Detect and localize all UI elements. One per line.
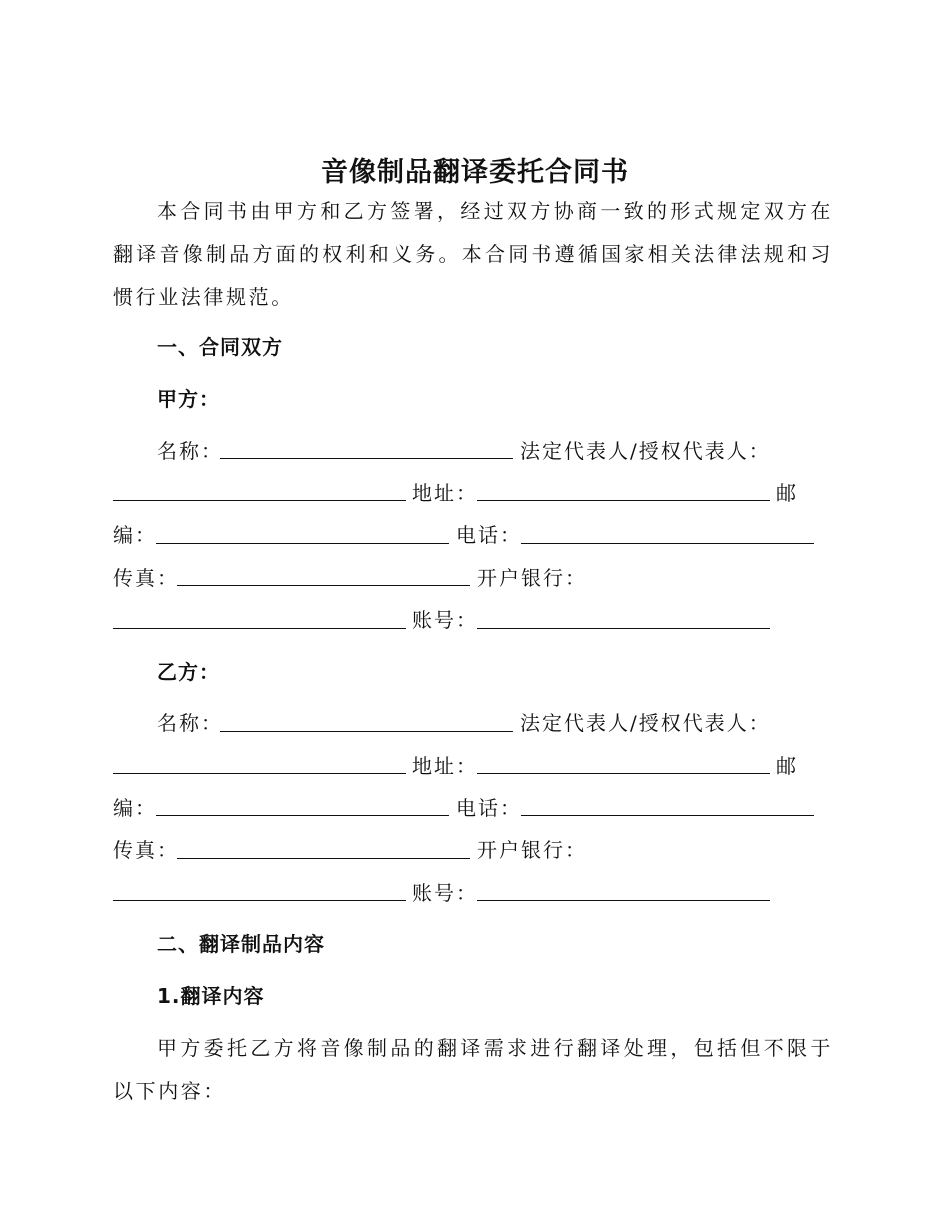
party-a-legal-rep-label: 法定代表人/授权代表人： [520, 439, 771, 463]
party-b-name-label: 名称： [157, 711, 223, 735]
party-a-legal-rep-blank [113, 500, 406, 501]
party-b-bank-blank [113, 900, 406, 901]
party-a-postcode-blank [156, 543, 449, 544]
party-a-name-blank [220, 458, 513, 459]
party-a-address-blank [477, 500, 770, 501]
party-b-postcode-blank [156, 815, 449, 816]
party-a-account-label: 账号： [412, 608, 478, 632]
party-a-fax-label: 传真： [113, 566, 179, 590]
content-paragraph: 甲方委托乙方将音像制品的翻译需求进行翻译处理，包括但不限于以下内容： [113, 1036, 833, 1103]
party-a-postcode-label-part2: 编： [113, 523, 157, 547]
section-heading-content: 二、翻译制品内容 [157, 932, 325, 956]
page-title: 音像制品翻译委托合同书 [321, 157, 629, 188]
intro-paragraph: 本合同书由甲方和乙方签署，经过双方协商一致的形式规定双方在翻译音像制品方面的权利和义务。本合同书遵循国家相关法律法规和习惯行业法律规范。 [113, 199, 833, 309]
party-b-fax-blank [177, 858, 470, 859]
party-a-bank-label: 开户银行： [477, 566, 587, 590]
party-b-bank-label: 开户银行： [477, 838, 587, 862]
party-b-legal-rep-blank [113, 773, 406, 774]
party-b-account-label: 账号： [412, 881, 478, 905]
party-b-fax-label: 传真： [113, 838, 179, 862]
section-heading-parties: 一、合同双方 [157, 335, 283, 359]
party-a-label: 甲方： [157, 387, 220, 411]
party-b-address-blank [477, 773, 770, 774]
party-a-name-label: 名称： [157, 439, 223, 463]
party-b-postcode-label-part1: 邮 [776, 754, 798, 778]
party-a-phone-blank [521, 543, 814, 544]
party-b-name-blank [220, 731, 513, 732]
party-a-phone-label: 电话： [456, 523, 522, 547]
party-b-phone-label: 电话： [456, 796, 522, 820]
subsection-heading-translation: 1.翻译内容 [157, 984, 265, 1008]
party-b-phone-blank [521, 815, 814, 816]
party-a-account-blank [477, 628, 770, 629]
party-a-bank-blank [113, 628, 406, 629]
party-a-postcode-label-part1: 邮 [776, 481, 798, 505]
party-a-fax-blank [177, 585, 470, 586]
party-a-address-label: 地址： [412, 481, 478, 505]
party-b-label: 乙方： [157, 660, 220, 684]
party-b-account-blank [477, 900, 770, 901]
party-b-address-label: 地址： [412, 754, 478, 778]
party-b-legal-rep-label: 法定代表人/授权代表人： [520, 711, 771, 735]
party-b-postcode-label-part2: 编： [113, 796, 157, 820]
